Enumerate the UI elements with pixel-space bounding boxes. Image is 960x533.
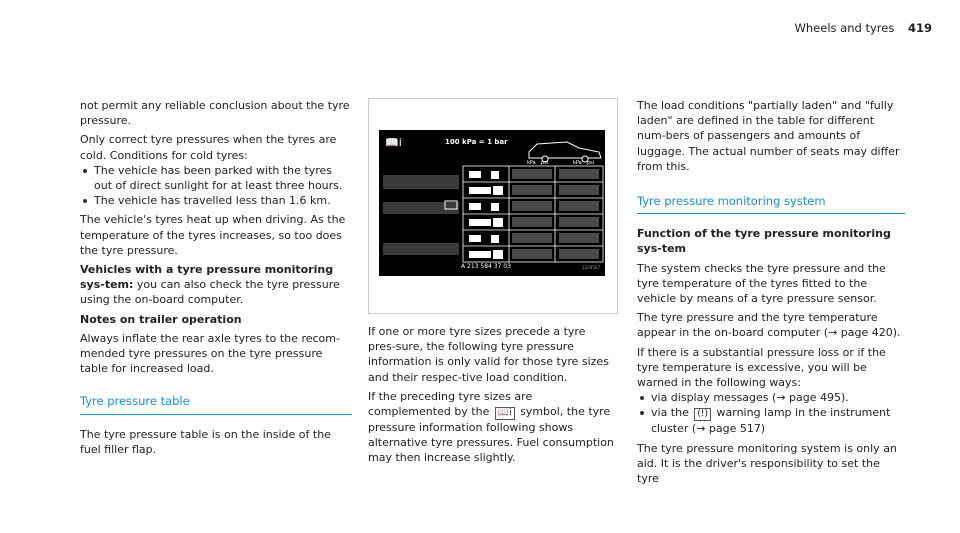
warning-list bbox=[637, 390, 905, 436]
tyre-warning-icon: (!) bbox=[694, 408, 711, 421]
tyre-pressure-table-heading: Tyre pressure table bbox=[80, 394, 190, 409]
tpms-text: you can also check the tyre pressure using the on-board computer. bbox=[80, 278, 340, 307]
paragraph: If one or more tyre sizes precede a tyre pres-sure, the following tyre pressure information is only valid for those tyre sizes and their respec-tive load condition. bbox=[368, 325, 609, 384]
list-item: The vehicle has been parked with the tyres out of direct sunlight for at least three hours. bbox=[80, 163, 352, 193]
tyre-pressure-label-figure bbox=[368, 98, 618, 314]
unit-label: psi bbox=[587, 160, 595, 166]
tyre-pressure-plate bbox=[379, 130, 605, 276]
column-2 bbox=[368, 324, 616, 470]
paragraph: Only correct tyre pressures when the tyres are cold. Conditions for cold tyres: bbox=[80, 133, 337, 162]
list-item bbox=[637, 405, 905, 436]
text: warning lamp in the instrument cluster (→ page 517) bbox=[651, 406, 891, 436]
column-1 bbox=[80, 98, 352, 461]
tpms-head: Vehicles with a tyre pressure monitoring sys-tem: bbox=[80, 263, 334, 292]
text: If the preceding tyre sizes are complemented by the bbox=[368, 389, 533, 419]
tpms-section-heading: Tyre pressure monitoring system bbox=[637, 194, 826, 209]
paragraph: The tyre pressure and the tyre temperature appear in the on-board computer (→ page 420). bbox=[637, 311, 901, 340]
paragraph: The tyre pressure monitoring system is only an aid. It is the driver's responsibility to set the tyre bbox=[637, 441, 897, 486]
paragraph: The tyre pressure table is on the inside of the fuel filler flap. bbox=[80, 427, 331, 456]
image-code: 1234567 bbox=[582, 265, 600, 270]
paragraph: The load conditions "partially laden" and "fully laden" are defined in the table for different num-bers of passengers and amounts of luggage. The actual number of seats may differ from this. bbox=[637, 99, 900, 173]
list-item: via display messages (→ page 495). bbox=[637, 390, 905, 405]
unit-label: psi bbox=[541, 160, 549, 166]
paragraph bbox=[80, 262, 352, 308]
page-number: 419 bbox=[907, 21, 932, 35]
plate-graphics bbox=[379, 130, 605, 276]
section-rule bbox=[637, 213, 905, 214]
unit-label: kPa bbox=[527, 160, 536, 166]
paragraph: not permit any reliable conclusion about the tyre pressure. bbox=[80, 99, 350, 128]
header-section: Wheels and tyres bbox=[794, 21, 895, 35]
function-heading: Function of the tyre pressure monitoring sys-tem bbox=[637, 227, 891, 256]
book-info-icon: 📖ⅰ bbox=[495, 407, 515, 420]
column-3 bbox=[637, 98, 905, 490]
text: symbol, the tyre pressure information following shows alternative tyre pressures. Fuel consumption may then increase slightly. bbox=[368, 405, 614, 465]
paragraph: The system checks the tyre pressure and the tyre temperature of the tyres fitted to the vehicle by means of a tyre pressure sensor. bbox=[637, 261, 886, 306]
part-number: A 213 584 37 03 bbox=[461, 263, 511, 270]
paragraph: Always inflate the rear axle tyres to the recom-mended tyre pressures on the tyre pressure table for increased load. bbox=[80, 331, 340, 376]
plate-title: 100 kPa = 1 bar bbox=[445, 138, 508, 146]
list-item: The vehicle has travelled less than 1.6 km. bbox=[80, 193, 352, 208]
unit-label: kPa bbox=[573, 160, 582, 166]
trailer-heading: Notes on trailer operation bbox=[80, 312, 242, 326]
section-rule bbox=[80, 414, 352, 415]
paragraph: If there is a substantial pressure loss or if the tyre temperature is excessive, you will be warned in the following ways: bbox=[637, 345, 886, 390]
cold-tyre-conditions bbox=[80, 163, 352, 209]
text: via the bbox=[651, 406, 693, 420]
paragraph bbox=[368, 389, 616, 466]
page-header bbox=[795, 21, 932, 35]
book-info-icon: 📖ⅰ bbox=[385, 136, 402, 149]
paragraph: The vehicle's tyres heat up when driving. As the temperature of the tyres increases, so too does the tyre pressure. bbox=[80, 213, 346, 257]
